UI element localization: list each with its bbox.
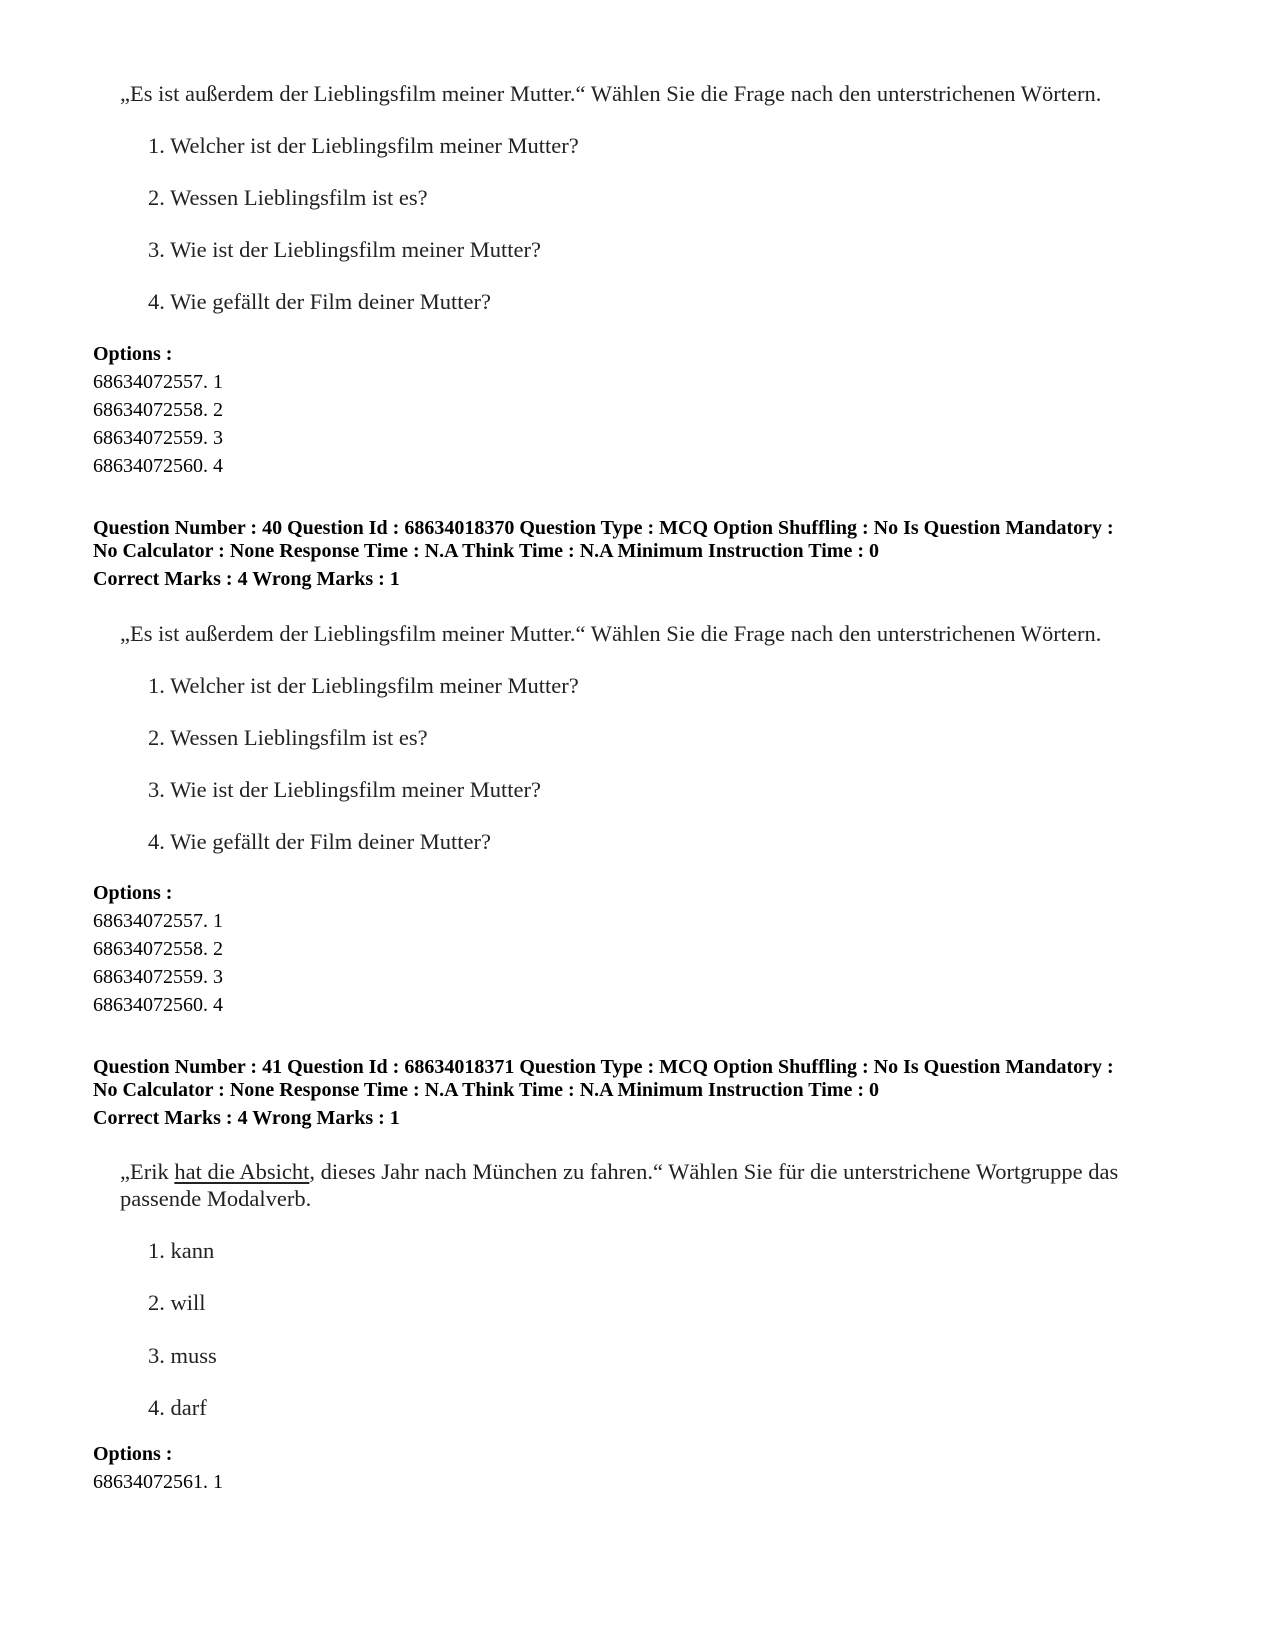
choice-item: 4. darf <box>148 1395 207 1420</box>
option-line: 68634072560. 4 <box>93 455 223 477</box>
option-line: 68634072559. 3 <box>93 427 223 449</box>
question-meta-line2: No Calculator : None Response Time : N.A Think Time : N.A Minimum Instruction Time : 0 <box>93 1079 879 1101</box>
choice-item: 4. Wie gefällt der Film deiner Mutter? <box>148 289 491 314</box>
choice-item: 1. kann <box>148 1238 215 1263</box>
option-line: 68634072558. 2 <box>93 399 223 421</box>
question-meta-line1: Question Number : 41 Question Id : 68634018371 Question Type : MCQ Option Shuffling : No Is Question Mandatory : <box>93 1056 1114 1078</box>
option-line: 68634072560. 4 <box>93 994 223 1016</box>
prompt-text: , dieses Jahr nach München zu fahren.“ Wählen Sie für die unterstrichene Wortgruppe das <box>309 1159 1119 1184</box>
option-line: 68634072558. 2 <box>93 938 223 960</box>
choice-item: 3. Wie ist der Lieblingsfilm meiner Mutter? <box>148 237 541 262</box>
choice-item: 2. will <box>148 1290 206 1315</box>
underlined-phrase: hat die Absicht <box>174 1159 310 1184</box>
choice-item: 3. muss <box>148 1343 217 1368</box>
question-meta-line2: No Calculator : None Response Time : N.A Think Time : N.A Minimum Instruction Time : 0 <box>93 540 879 562</box>
choice-item: 2. Wessen Lieblingsfilm ist es? <box>148 725 428 750</box>
option-line: 68634072561. 1 <box>93 1471 223 1493</box>
question-prompt-line2: passende Modalverb. <box>120 1186 312 1211</box>
question-prompt: „Es ist außerdem der Lieblingsfilm meiner Mutter.“ Wählen Sie die Frage nach den unterstrichenen Wörtern. <box>120 81 1102 106</box>
option-line: 68634072559. 3 <box>93 966 223 988</box>
choice-item: 1. Welcher ist der Lieblingsfilm meiner Mutter? <box>148 673 579 698</box>
choice-item: 4. Wie gefällt der Film deiner Mutter? <box>148 829 491 854</box>
options-label: Options : <box>93 1443 173 1465</box>
question-marks: Correct Marks : 4 Wrong Marks : 1 <box>93 1107 400 1129</box>
question-marks: Correct Marks : 4 Wrong Marks : 1 <box>93 568 400 590</box>
prompt-text: „Erik <box>120 1159 175 1184</box>
question-meta-line1: Question Number : 40 Question Id : 68634018370 Question Type : MCQ Option Shuffling : No Is Question Mandatory : <box>93 517 1114 539</box>
option-line: 68634072557. 1 <box>93 910 223 932</box>
options-label: Options : <box>93 343 173 365</box>
option-line: 68634072557. 1 <box>93 371 223 393</box>
choice-item: 2. Wessen Lieblingsfilm ist es? <box>148 185 428 210</box>
choice-item: 3. Wie ist der Lieblingsfilm meiner Mutter? <box>148 777 541 802</box>
choice-item: 1. Welcher ist der Lieblingsfilm meiner Mutter? <box>148 133 579 158</box>
question-prompt: „Es ist außerdem der Lieblingsfilm meiner Mutter.“ Wählen Sie die Frage nach den unterstrichenen Wörtern. <box>120 621 1102 646</box>
question-prompt <box>120 1157 1190 1186</box>
options-label: Options : <box>93 882 173 904</box>
